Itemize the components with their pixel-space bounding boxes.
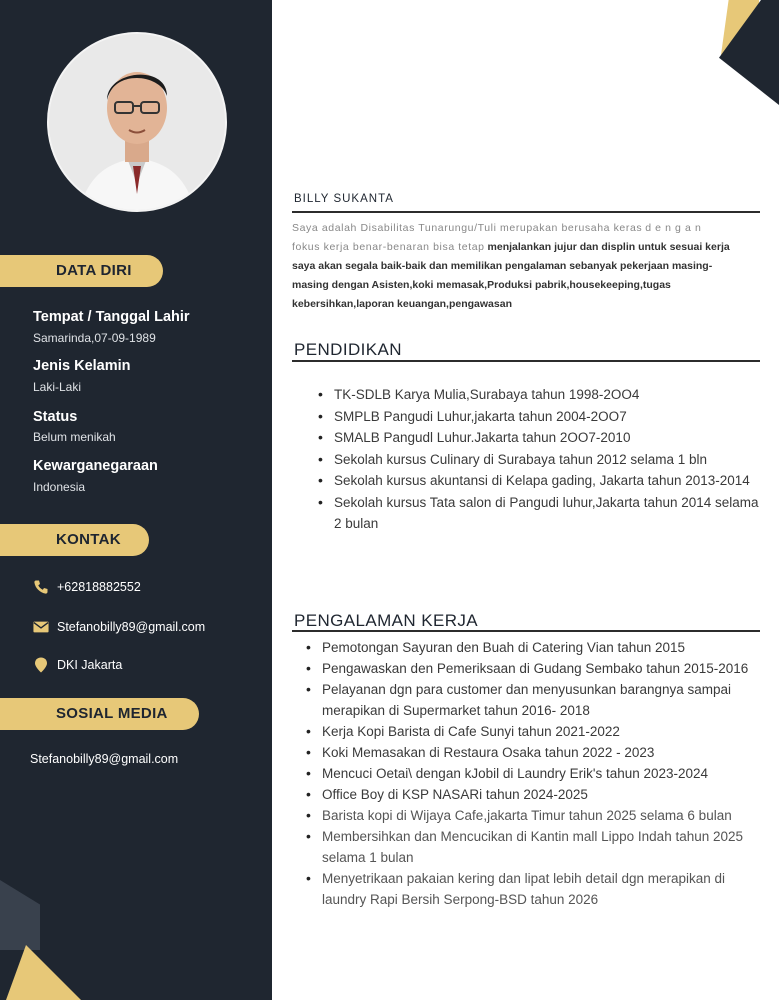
person-name: BILLY SUKANTA bbox=[294, 193, 394, 205]
list-item: • Pengawaskan den Pemeriksaan di Gudang Sembako tahun 2015-2016 bbox=[306, 658, 756, 679]
list-item: • Office Boy di KSP NASARi tahun 2024-2025 bbox=[306, 784, 756, 805]
list-item: • Menyetrikaan pakaian kering dan lipat lebih detail dgn merapikan di laundry Rapi Bersih Serpong-BSD tahun 2026 bbox=[306, 868, 756, 910]
gender-label: Jenis Kelamin bbox=[33, 358, 131, 374]
mail-icon bbox=[33, 619, 49, 635]
location-pin-icon bbox=[33, 657, 49, 673]
phone-row bbox=[33, 579, 141, 595]
location-text: DKI Jakarta bbox=[57, 658, 123, 672]
list-item: • Membersihkan dan Mencucikan di Kantin mall Lippo Indah tahun 2025 selama 1 bulan bbox=[306, 826, 756, 868]
summary-part-3: menjalankan jujur dan displin untuk sesuai kerja saya akan segala baik-baik dan memilikan pengalaman sebanyak pekerjaan masing-masing dengan Asisten,koki memasak,Produksi pabrik,housekeeping,tugas kebersihkan,laporan keuangan,pengawasan bbox=[292, 241, 730, 310]
gender-value: Laki-Laki bbox=[33, 380, 82, 394]
list-item: • Sekolah kursus Culinary di Surabaya tahun 2012 selama 1 bln bbox=[318, 449, 763, 470]
sosial-media-heading: SOSIAL MEDIA bbox=[0, 698, 199, 730]
list-item: • Sekolah kursus akuntansi di Kelapa gading, Jakarta tahun 2013-2014 bbox=[318, 470, 763, 491]
data-diri-heading: DATA DIRI bbox=[0, 255, 163, 287]
list-item: • SMPLB Pangudi Luhur,jakarta tahun 2004-2OO7 bbox=[318, 406, 763, 427]
sidebar-corner-gold-decoration bbox=[6, 945, 81, 1000]
list-item: • Pelayanan dgn para customer dan menyusunkan barangnya sampai merapikan di Supermarket tahun 2016- 2018 bbox=[306, 679, 756, 721]
status-value: Belum menikah bbox=[33, 430, 116, 444]
summary-part-2: d e n g a n fokus kerja benar-benaran bisa tetap bbox=[292, 222, 702, 253]
birth-label: Tempat / Tanggal Lahir bbox=[33, 309, 190, 325]
location-row bbox=[33, 657, 122, 673]
education-list bbox=[318, 384, 763, 534]
experience-list bbox=[306, 637, 756, 910]
list-item: • SMALB Pangudl Luhur.Jakarta tahun 2OO7-2010 bbox=[318, 427, 763, 448]
citizenship-value: Indonesia bbox=[33, 480, 86, 494]
pendidikan-title: PENDIDIKAN bbox=[294, 340, 402, 359]
list-item: • Barista kopi di Wijaya Cafe,jakarta Timur tahun 2025 selama 6 bulan bbox=[306, 805, 756, 826]
profile-photo bbox=[47, 32, 227, 212]
email-address[interactable]: Stefanobilly89@gmail.com bbox=[57, 620, 206, 634]
phone-number[interactable]: +62818882552 bbox=[57, 580, 141, 594]
birth-value: Samarinda,07-09-1989 bbox=[33, 331, 156, 345]
list-item: • Kerja Kopi Barista di Cafe Sunyi tahun 2021-2022 bbox=[306, 721, 756, 742]
kontak-heading: KONTAK bbox=[0, 524, 149, 556]
pendidikan-divider bbox=[292, 360, 760, 362]
sidebar bbox=[0, 0, 272, 1000]
pengalaman-divider bbox=[292, 630, 760, 632]
social-media-email[interactable]: Stefanobilly89@gmail.com bbox=[30, 752, 179, 766]
pengalaman-title: PENGALAMAN KERJA bbox=[294, 611, 479, 630]
name-divider bbox=[292, 211, 760, 213]
list-item: • Sekolah kursus Tata salon di Pangudi luhur,Jakarta tahun 2014 selama 2 bulan bbox=[318, 492, 763, 534]
citizenship-label: Kewarganegaraan bbox=[33, 458, 158, 474]
phone-icon bbox=[33, 579, 49, 595]
summary-part-1: Saya adalah Disabilitas Tunarungu/Tuli merupakan berusaha keras bbox=[292, 222, 643, 234]
email-row bbox=[33, 619, 205, 635]
profile-summary bbox=[292, 219, 732, 314]
list-item: • Koki Memasakan di Restaura Osaka tahun 2022 - 2023 bbox=[306, 742, 756, 763]
list-item: • Pemotongan Sayuran den Buah di Catering Vian tahun 2015 bbox=[306, 637, 756, 658]
sidebar-corner-decoration bbox=[0, 880, 40, 950]
list-item: • Mencuci Oetai\ dengan kJobil di Laundry Erik's tahun 2023-2024 bbox=[306, 763, 756, 784]
status-label: Status bbox=[33, 409, 78, 425]
list-item: • TK-SDLB Karya Mulia,Surabaya tahun 1998-2OO4 bbox=[318, 384, 763, 405]
